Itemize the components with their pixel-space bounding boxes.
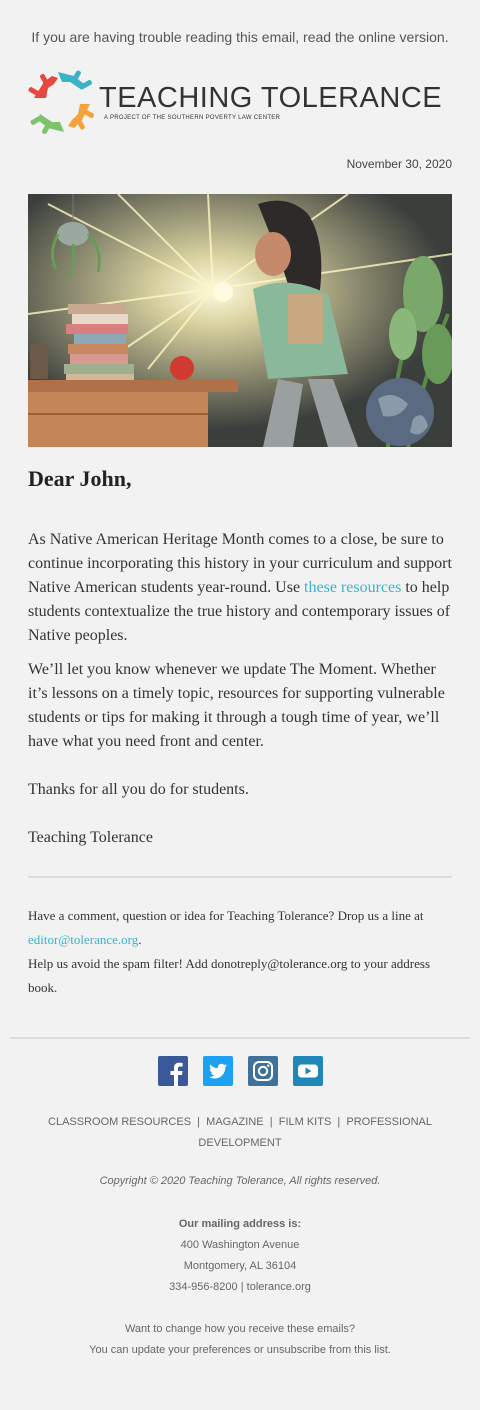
update-preferences-link[interactable]: update your preferences	[131, 1344, 251, 1356]
contact-separator: |	[240, 1281, 244, 1293]
apple	[170, 356, 194, 380]
footer-link-professional-development[interactable]: PROFESSIONAL DEVELOPMENT	[198, 1116, 432, 1149]
address-line-2: Montgomery, AL 36104	[183, 1260, 297, 1272]
logo-tagline: A PROJECT OF THE SOUTHERN POVERTY LAW CENTER	[104, 115, 281, 121]
pencil-cup	[30, 344, 48, 379]
body-paragraph-1	[28, 528, 452, 648]
body-paragraph-3: Thanks for all you do for students.	[28, 781, 249, 798]
red-hand	[28, 73, 58, 98]
hero-illustration	[28, 194, 452, 447]
mailing-address-label: Our mailing address is:	[178, 1218, 302, 1230]
footer-nav-separator: |	[337, 1116, 341, 1128]
preferences-text-mid: or	[250, 1344, 267, 1356]
twitter-icon[interactable]	[203, 1056, 233, 1086]
greeting: Dear John,	[28, 466, 132, 491]
preferences-text-after: .	[387, 1344, 391, 1356]
green-hand	[30, 114, 64, 135]
hands-logo-icon	[28, 68, 96, 136]
address-line-1: 400 Washington Avenue	[180, 1239, 300, 1251]
footer-nav-separator: |	[197, 1116, 201, 1128]
phone-number: 334-956-8200	[169, 1281, 238, 1293]
footer-nav-separator: |	[269, 1116, 273, 1128]
footer-link-magazine[interactable]: MAGAZINE	[206, 1116, 264, 1128]
preferences-prompt: Want to change how you receive these emails?	[124, 1323, 356, 1335]
email-preferences	[0, 1319, 480, 1361]
book-stack	[64, 304, 134, 384]
editor-email-link[interactable]: editor@tolerance.org	[28, 932, 139, 947]
instagram-icon[interactable]	[248, 1056, 278, 1086]
preheader	[0, 29, 480, 45]
social-links	[0, 1056, 480, 1086]
blue-hand	[58, 70, 93, 90]
comment-note-period: .	[138, 932, 142, 947]
orange-hand	[68, 104, 95, 130]
footer-link-film-kits[interactable]: FILM KITS	[278, 1116, 332, 1128]
footer-divider	[10, 1037, 470, 1039]
contact-line	[0, 1277, 480, 1298]
copyright: Copyright © 2020 Teaching Tolerance, All rights reserved.	[99, 1175, 381, 1187]
preferences-line	[0, 1340, 480, 1361]
youtube-icon[interactable]	[293, 1056, 323, 1086]
preheader-period: .	[444, 29, 449, 45]
desk	[28, 380, 238, 447]
preferences-text-before: You can	[89, 1344, 132, 1356]
comment-note-text: Have a comment, question or idea for Teaching Tolerance? Drop us a line at	[28, 908, 424, 923]
facebook-icon[interactable]	[158, 1056, 188, 1086]
teaching-tolerance-logo[interactable]	[28, 68, 443, 136]
footer-link-classroom-resources[interactable]: CLASSROOM RESOURCES	[48, 1116, 192, 1128]
body-p1-text-before: As Native American Heritage Month comes to a close, be sure to continue incorporating this history in your curriculum and support Native American students year-round. Use	[28, 531, 452, 596]
hero-image	[28, 194, 452, 447]
unsubscribe-link[interactable]: unsubscribe from this list	[266, 1344, 388, 1356]
these-resources-link[interactable]: these resources	[304, 579, 402, 596]
preheader-text: If you are having trouble reading this email,	[31, 29, 304, 45]
online-version-link[interactable]: read the online version	[303, 29, 445, 45]
comment-note	[28, 904, 452, 952]
body-paragraph-2: We’ll let you know whenever we update The Moment. Whether it’s lessons on a timely topic, resources for supporting vulnerable students or tips for making it through a tough time of year, we’ll have what you need front and center.	[28, 661, 445, 750]
issue-date: November 30, 2020	[346, 157, 452, 171]
mailing-address	[0, 1214, 480, 1298]
website-link[interactable]: tolerance.org	[246, 1281, 311, 1293]
globe	[366, 378, 434, 446]
signature: Teaching Tolerance	[28, 829, 153, 846]
logo-wordmark: TEACHING TOLERANCE	[99, 82, 443, 114]
body-p1-text-after: to help students contextualize the true history and contemporary issues of Native peoples.	[28, 579, 451, 644]
footer-nav	[40, 1112, 440, 1154]
spam-filter-note: Help us avoid the spam filter! Add donotreply@tolerance.org to your address book.	[28, 956, 430, 995]
content-divider	[28, 876, 452, 878]
